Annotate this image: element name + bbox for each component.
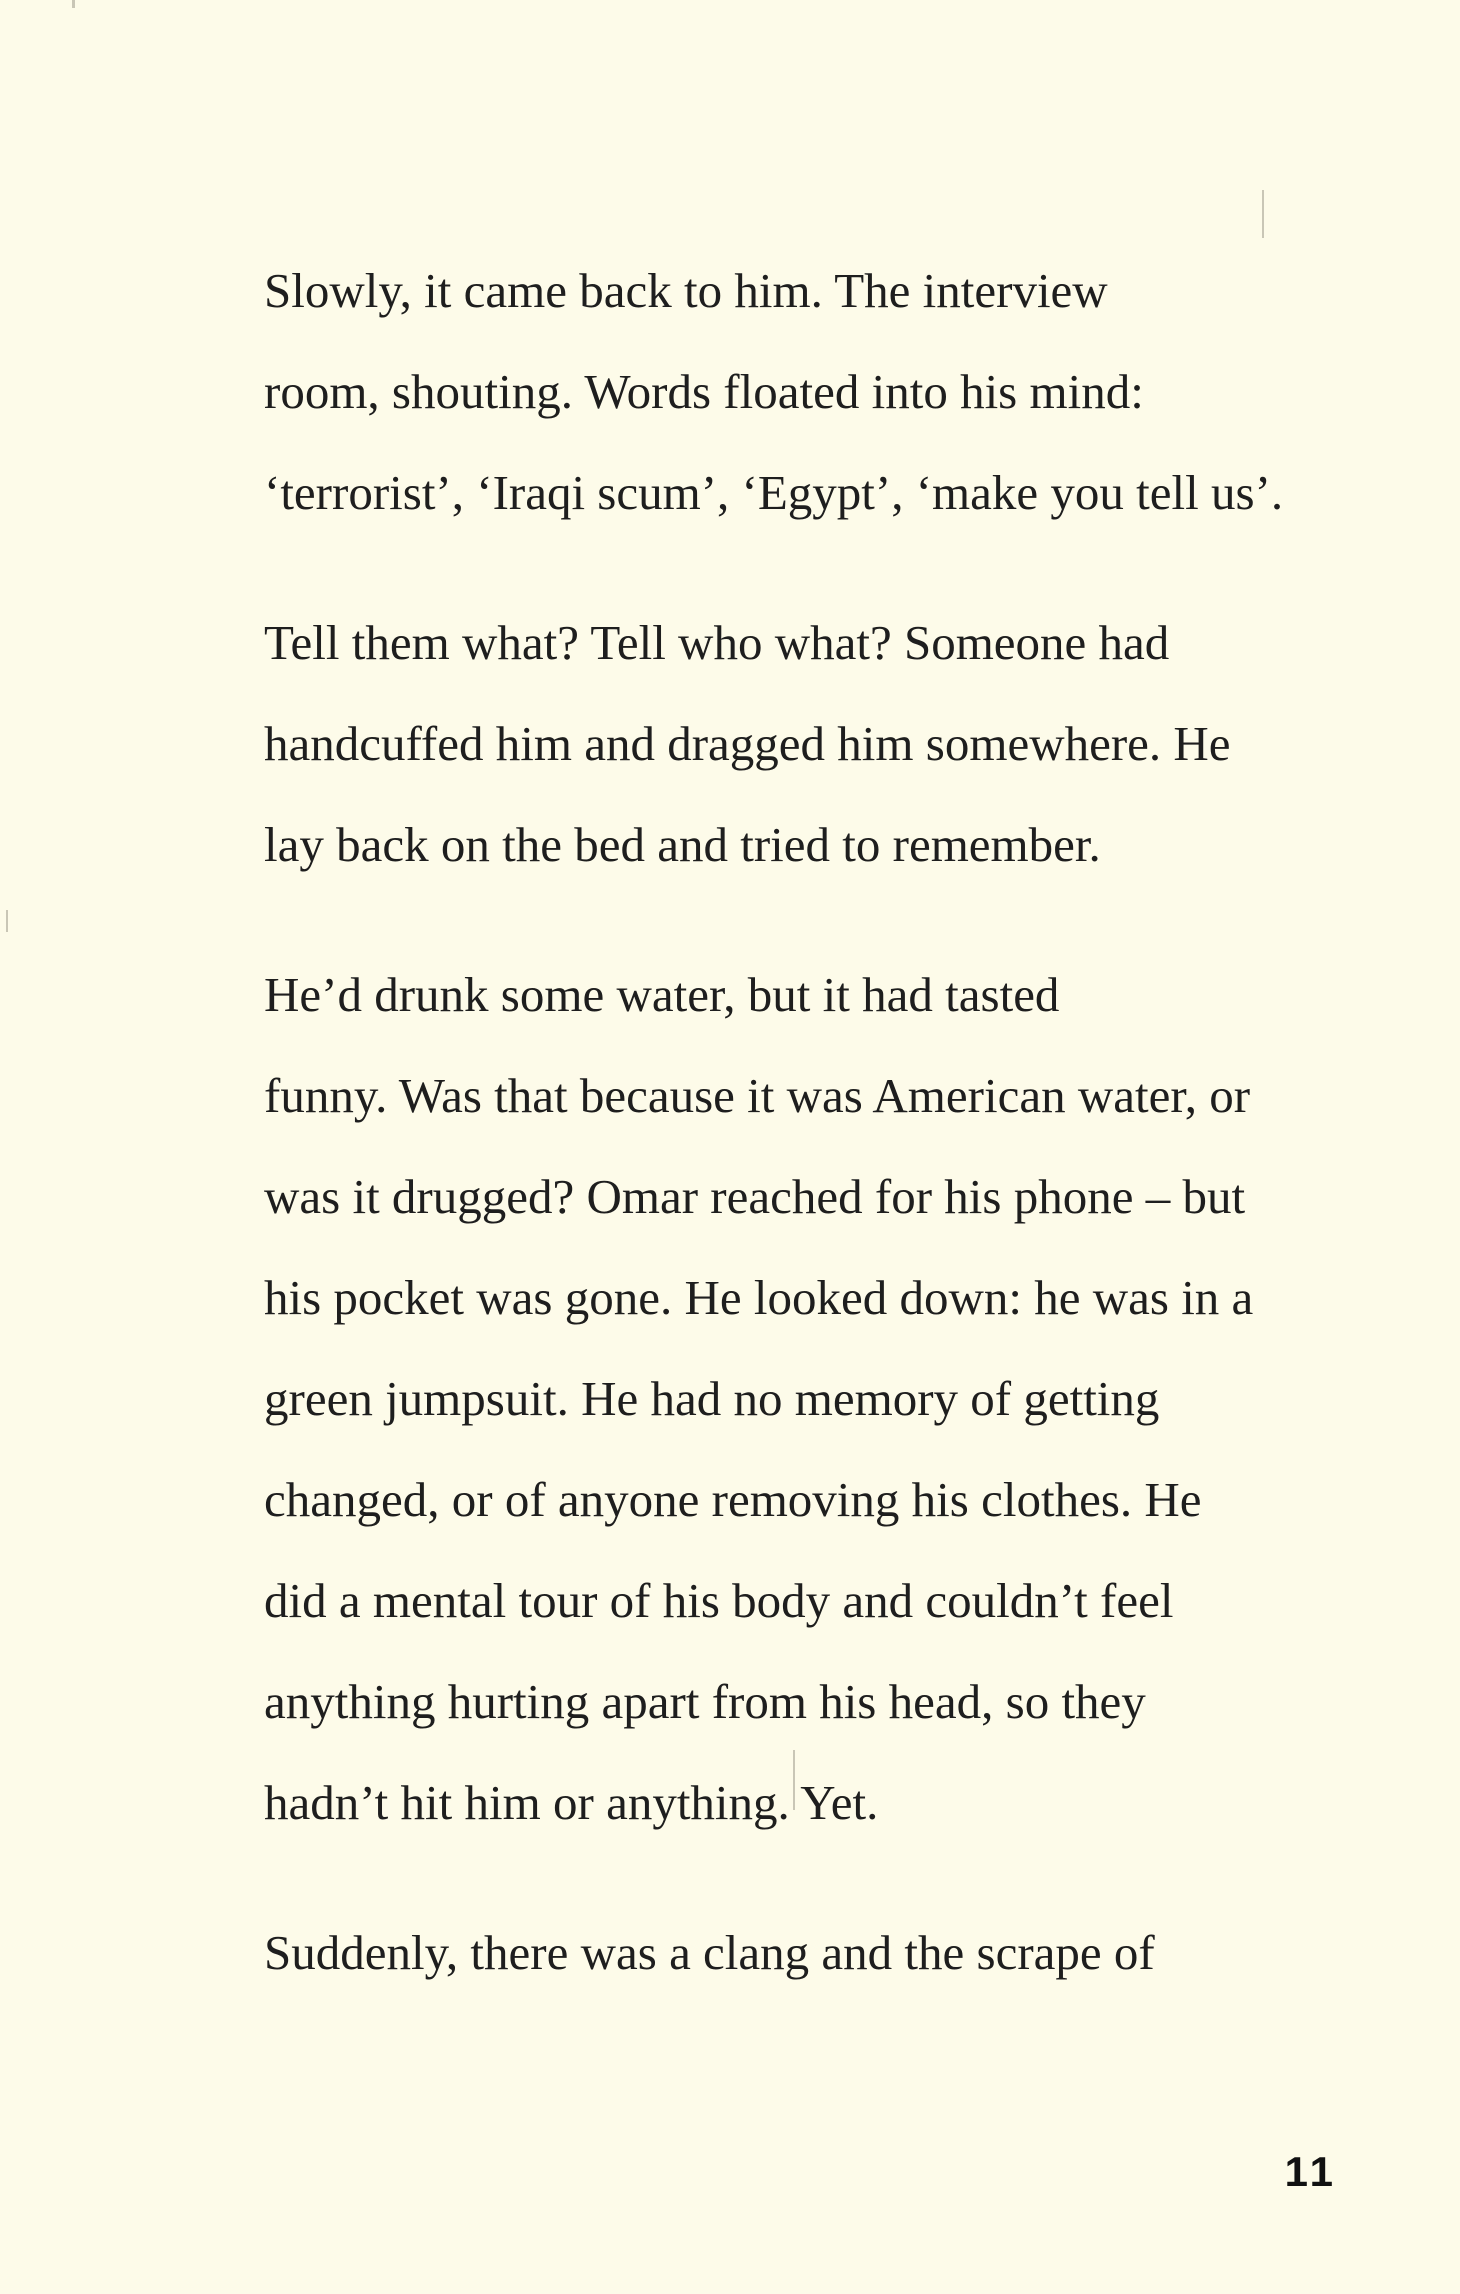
paragraph <box>205 1902 1315 2003</box>
body-text <box>205 240 1315 2052</box>
text-line: handcuffed him and dragged him somewhere. He <box>264 716 1231 771</box>
paragraph <box>205 944 1315 1853</box>
text-line: did a mental tour of his body and couldn’t feel <box>264 1573 1174 1628</box>
text-line: room, shouting. Words floated into his mind: <box>264 364 1144 419</box>
text-line: ‘terrorist’, ‘Iraqi scum’, ‘Egypt’, ‘make you tell us’. <box>264 465 1284 520</box>
page-number: 11 <box>1284 2148 1337 2195</box>
scan-speck <box>72 0 75 8</box>
text-line: Slowly, it came back to him. The interview <box>264 263 1108 318</box>
text-line: Suddenly, there was a clang and the scrape of <box>264 1925 1155 1980</box>
text-line: changed, or of anyone removing his clothes. He <box>264 1472 1202 1527</box>
text-line: He’d drunk some water, but it had tasted <box>264 967 1060 1022</box>
text-line: anything hurting apart from his head, so they <box>264 1674 1146 1729</box>
text-line: green jumpsuit. He had no memory of getting <box>264 1371 1160 1426</box>
text-line: Tell them what? Tell who what? Someone had <box>264 615 1170 670</box>
scan-speck <box>1262 190 1264 238</box>
paragraph <box>205 240 1315 543</box>
scan-speck <box>6 910 8 932</box>
text-line: hadn’t hit him or anything. Yet. <box>264 1775 879 1830</box>
text-line: his pocket was gone. He looked down: he was in a <box>264 1270 1254 1325</box>
text-line: funny. Was that because it was American water, or <box>264 1068 1251 1123</box>
text-line: was it drugged? Omar reached for his phone – but <box>264 1169 1246 1224</box>
text-line: lay back on the bed and tried to remember. <box>264 817 1101 872</box>
paragraph <box>205 592 1315 895</box>
